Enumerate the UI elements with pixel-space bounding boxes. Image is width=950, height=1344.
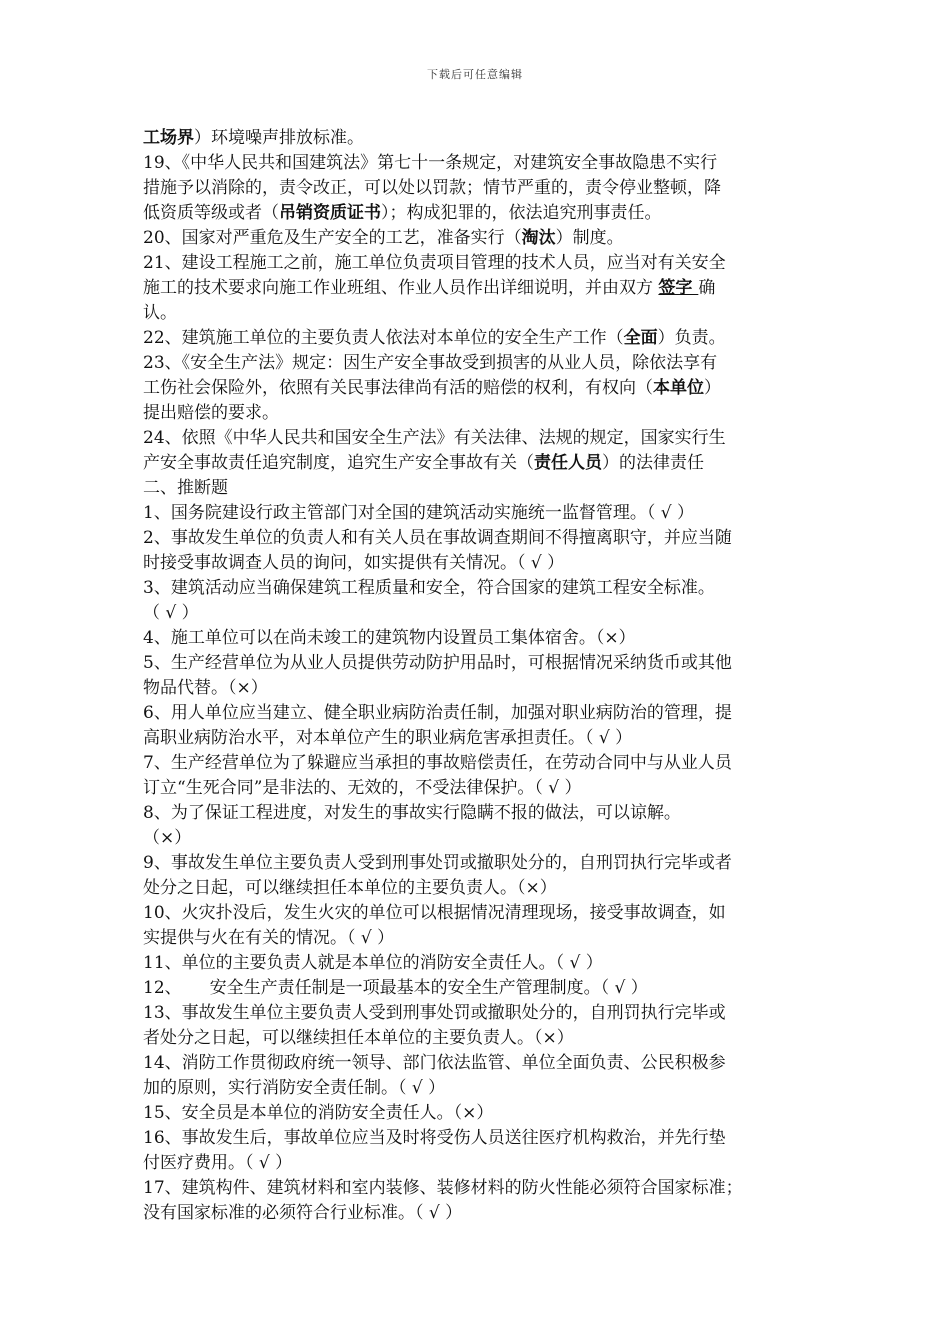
- line-text: 物品代替。（×）: [143, 678, 268, 698]
- line-text: 9、事故发生单位主要负责人受到刑事处罚或撤职处分的，自刑罚执行完毕或者: [143, 853, 732, 873]
- line-text: 施工的技术要求向施工作业班组、作业人员作出详细说明，并由双方: [143, 278, 659, 298]
- line-text: 10、火灾扑没后，发生火灾的单位可以根据情况清理现场，接受事故调查，如: [143, 903, 726, 923]
- text-line: [143, 1126, 809, 1151]
- line-text: 加的原则，实行消防安全责任制。（ √ ）: [143, 1078, 446, 1098]
- text-line: [143, 201, 809, 226]
- text-line: [143, 401, 809, 426]
- text-line: [143, 151, 809, 176]
- text-line: [143, 701, 809, 726]
- line-text: 产安全事故责任追究制度，追究生产安全事故有关（: [143, 453, 534, 473]
- text-line: [143, 1001, 809, 1026]
- line-text: 没有国家标准的必须符合行业标准。（ √ ）: [143, 1203, 463, 1223]
- line-text: 提出赔偿的要求。: [143, 403, 279, 423]
- text-line: [143, 976, 809, 1001]
- line-text: （×）: [143, 828, 192, 848]
- text-line: [143, 426, 809, 451]
- text-line: [143, 1076, 809, 1101]
- line-text: 12、: [143, 978, 182, 998]
- line-text: 时接受事故调查人员的询问，如实提供有关情况。（ √ ）: [143, 553, 565, 573]
- text-line: [143, 851, 809, 876]
- line-text: 17、建筑构件、建筑材料和室内装修、装修材料的防火性能必须符合国家标准；: [143, 1178, 743, 1198]
- line-text: 订立“生死合同”是非法的、无效的，不受法律保护。（ √ ）: [143, 778, 582, 798]
- line-text: ）；构成犯罪的，依法追究刑事责任。: [381, 203, 662, 223]
- text-line: [143, 576, 809, 601]
- text-line: [143, 276, 809, 301]
- line-text: 措施予以消除的，责令改正，可以处以罚款；情节严重的，责令停业整顿，降: [143, 178, 721, 198]
- text-line: [143, 601, 809, 626]
- line-text: ）的法律责任: [602, 453, 704, 473]
- answer-text: 淘汰: [521, 228, 556, 248]
- text-line: [143, 1026, 809, 1051]
- line-text: 2、事故发生单位的负责人和有关人员在事故调查期间不得擅离职守，并应当随: [143, 528, 732, 548]
- page-header: 下载后可任意编辑: [427, 68, 523, 81]
- line-text: 22、建筑施工单位的主要负责人依法对本单位的安全生产工作（: [143, 328, 624, 348]
- text-line: [143, 1151, 809, 1176]
- text-line: [143, 551, 809, 576]
- line-text: 二、推断题: [143, 478, 228, 498]
- text-line: [143, 726, 809, 751]
- line-text: 16、事故发生后，事故单位应当及时将受伤人员送往医疗机构救治，并先行垫: [143, 1128, 726, 1148]
- answer-text: 工场界: [143, 128, 194, 148]
- answer-text: 本单位: [653, 378, 704, 398]
- answer-text: 吊销资质证书: [279, 203, 381, 223]
- line-text: 4、施工单位可以在尚未竣工的建筑物内设置员工集体宿舍。（×）: [143, 628, 636, 648]
- text-line: [143, 826, 809, 851]
- line-text: 20、国家对严重危及生产安全的工艺，准备实行（: [143, 228, 522, 248]
- text-line: [143, 626, 809, 651]
- text-line: [143, 501, 809, 526]
- line-text: 15、安全员是本单位的消防安全责任人。（×）: [143, 1103, 494, 1123]
- text-line: [143, 876, 809, 901]
- text-line: [143, 226, 809, 251]
- text-line: [143, 926, 809, 951]
- line-text: （ √ ）: [143, 603, 199, 623]
- text-line: [143, 476, 809, 501]
- line-text: 付医疗费用。（ √ ）: [143, 1153, 293, 1173]
- line-text: 工伤社会保险外，依照有关民事法律尚有活的赔偿的权利，有权向（: [143, 378, 653, 398]
- line-text: ）: [704, 378, 721, 398]
- line-text: 处分之日起，可以继续担任本单位的主要负责人。（×）: [143, 878, 557, 898]
- line-text: 24、依照《中华人民共和国安全生产法》有关法律、法规的规定，国家实行生: [143, 428, 726, 448]
- text-line: [143, 951, 809, 976]
- line-text: 14、消防工作贯彻政府统一领导、部门依法监管、单位全面负责、公民积极参: [143, 1053, 726, 1073]
- line-text: 安全生产责任制是一项最基本的安全生产管理制度。（ √ ）: [209, 978, 648, 998]
- text-line: [143, 376, 809, 401]
- text-line: [143, 776, 809, 801]
- text-line: [143, 751, 809, 776]
- line-text: 11、单位的主要负责人就是本单位的消防安全责任人。（ √ ）: [143, 953, 603, 973]
- answer-text: 责任人员: [534, 453, 602, 473]
- line-text: ）负责。: [657, 328, 726, 348]
- line-text: 1、国务院建设行政主管部门对全国的建筑活动实施统一监督管理。（ √ ）: [143, 503, 694, 523]
- text-line: [143, 1051, 809, 1076]
- line-text: 8、为了保证工程进度，对发生的事故实行隐瞒不报的做法，可以谅解。: [143, 803, 681, 823]
- line-text: ）制度。: [555, 228, 624, 248]
- line-text: 确: [698, 278, 716, 298]
- text-line: [143, 176, 809, 201]
- line-text: 23、《安全生产法》规定：因生产安全事故受到损害的从业人员，除依法享有: [143, 353, 718, 373]
- text-line: [143, 451, 809, 476]
- line-text: 6、用人单位应当建立、健全职业病防治责任制，加强对职业病防治的管理，提: [143, 703, 732, 723]
- line-text: 7、生产经营单位为了躲避应当承担的事故赔偿责任，在劳动合同中与从业人员: [143, 753, 732, 773]
- text-line: [143, 801, 809, 826]
- text-line: [143, 251, 809, 276]
- text-line: [143, 676, 809, 701]
- text-line: [143, 351, 809, 376]
- line-text: 者处分之日起，可以继续担任本单位的主要负责人。（×）: [143, 1028, 574, 1048]
- line-text: 19、《中华人民共和国建筑法》第七十一条规定，对建筑安全事故隐患不实行: [143, 153, 718, 173]
- line-text: 5、生产经营单位为从业人员提供劳动防护用品时，可根据情况采纳货币或其他: [143, 653, 732, 673]
- line-text: 认。: [143, 303, 177, 323]
- line-text: 21、建设工程施工之前，施工单位负责项目管理的技术人员，应当对有关安全: [143, 253, 726, 273]
- text-line: [143, 1201, 809, 1226]
- line-text: ）环境噪声排放标准。: [194, 128, 364, 148]
- text-line: [143, 326, 809, 351]
- line-text: 实提供与火在有关的情况。（ √ ）: [143, 928, 395, 948]
- answer-text: 签字: [658, 278, 699, 298]
- text-line: [143, 526, 809, 551]
- line-text: 高职业病防治水平，对本单位产生的职业病危害承担责任。（ √ ）: [143, 728, 633, 748]
- text-line: [143, 301, 809, 326]
- text-line: [143, 901, 809, 926]
- text-line: [143, 1101, 809, 1126]
- text-line: [143, 651, 809, 676]
- text-line: [143, 126, 809, 151]
- document-body: [143, 126, 809, 1226]
- answer-text: 全面: [623, 328, 658, 348]
- line-text: 13、事故发生单位主要负责人受到刑事处罚或撤职处分的，自刑罚执行完毕或: [143, 1003, 726, 1023]
- line-text: 低资质等级或者（: [143, 203, 279, 223]
- text-line: [143, 1176, 809, 1201]
- line-text: 3、建筑活动应当确保建筑工程质量和安全，符合国家的建筑工程安全标准。: [143, 578, 715, 598]
